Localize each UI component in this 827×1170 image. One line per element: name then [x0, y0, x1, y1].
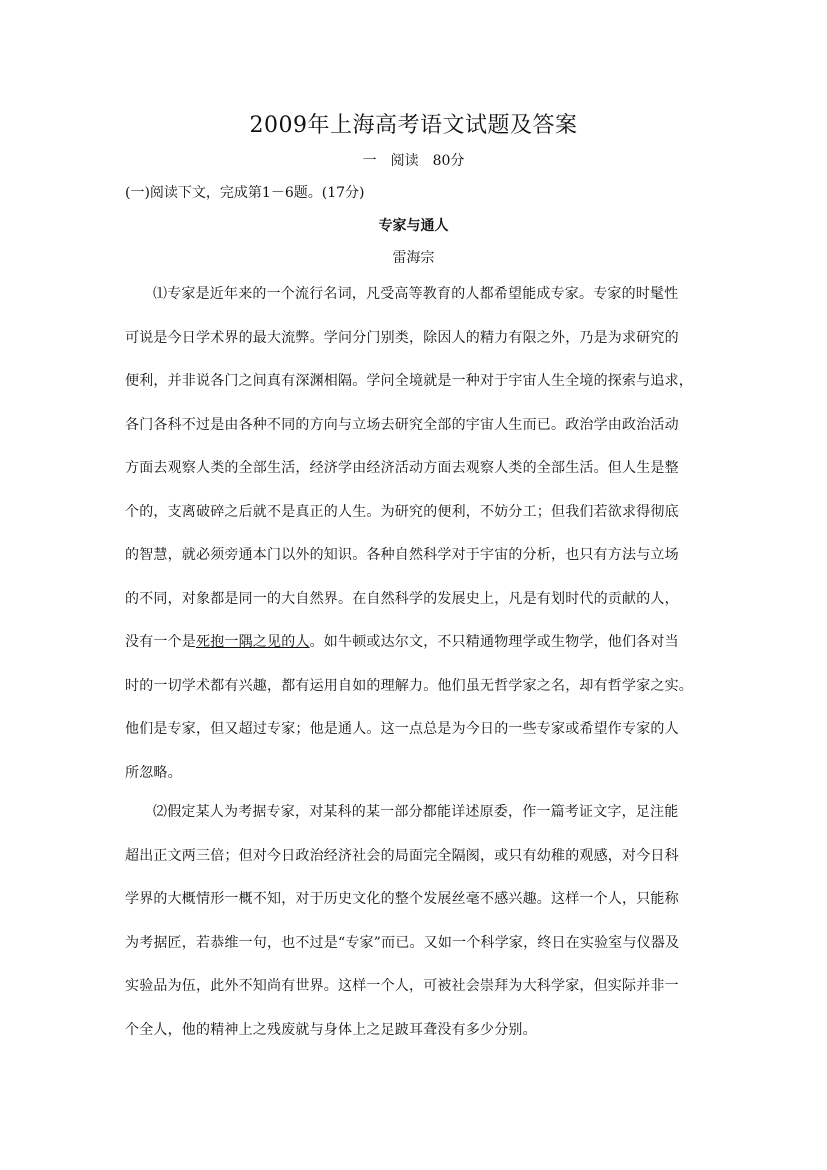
line-text: 没有一个是 — [125, 634, 196, 650]
paragraph-1 — [125, 283, 700, 805]
paragraph-line: 为考据匠，若恭维一句，也不过是“专家”而已。又如一个科学家，终日在实验室与仪器及 — [125, 934, 680, 951]
paragraph-line: 方面去观察人类的全部生活，经济学由经济活动方面去观察人类的全部生活。但人生是整 — [125, 460, 679, 476]
paragraph-line: 学界的大概情形一概不知，对于历史文化的整个发展丝毫不感兴趣。这样一个人，只能称 — [125, 891, 679, 907]
paragraph-line: 所忽略。 — [125, 764, 182, 781]
article-title: 专家与通人 — [378, 218, 449, 234]
paragraph-line: 他们是专家，但又超过专家；他是通人。这一点总是为今日的一些专家或希望作专家的人 — [125, 721, 679, 737]
article-author: 雷海宗 — [392, 250, 435, 266]
paragraph-line: 超出正文两三倍；但对今日政治经济社会的局面完全隔阂，或只有幼稚的观感，对今日科 — [125, 847, 679, 864]
paragraph-line: 便利，并非说各门之间真有深渊相隔。学问全境就是一种对于宇宙人生全境的探索与追求， — [125, 373, 693, 389]
paragraph-line: 可说是今日学术界的最大流弊。学问分门别类，除因人的精力有限之外，乃是为求研究的 — [125, 329, 679, 346]
section-heading: 一 阅读 80分 — [362, 153, 465, 169]
underlined-phrase: 死抱一隅之见的人 — [196, 634, 310, 650]
paragraph-line: ⑵假定某人为考据专家，对某科的某一部分都能详述原委，作一篇考证文字，足注能 — [153, 804, 679, 820]
paragraph-line: 时的一切学术都有兴趣，都有运用自如的理解力。他们虽无哲学家之名，却有哲学家之实。 — [125, 677, 693, 694]
paragraph-line: 的智慧，就必须旁通本门以外的知识。各种自然科学对于宇宙的分析，也只有方法与立场 — [125, 547, 679, 563]
paragraph-line: ⑴专家是近年来的一个流行名词，凡受高等教育的人都希望能成专家。专家的时髦性 — [153, 286, 679, 302]
paragraph-line — [125, 631, 700, 675]
paragraph-line: 个的，支离破碎之后就不是真正的人生。为研究的便利，不妨分工；但我们若欲求得彻底 — [125, 503, 679, 520]
reading-instruction: (一)阅读下文，完成第1－6题。(17分) — [125, 185, 365, 201]
document-title: 2009年上海高考语文试题及答案 — [249, 113, 578, 138]
paragraph-line: 各门各科不过是由各种不同的方向与立场去研究全部的宇宙人生而已。政治学由政治活动 — [125, 416, 679, 433]
paragraph-line: 个全人，他的精神上之残废就与身体上之足跛耳聋没有多少分别。 — [125, 1021, 537, 1038]
line-text: 。如牛顿或达尔文，不只精通物理学或生物学，他们各对当 — [309, 634, 679, 650]
paragraph-line: 的不同，对象都是同一的大自然界。在自然科学的发展史上，凡是有划时代的贡献的人， — [125, 590, 679, 607]
paragraph-line: 实验品为伍，此外不知尚有世界。这样一个人，可被社会崇拜为大科学家，但实际并非一 — [125, 978, 679, 994]
paragraph-2 — [125, 801, 700, 1062]
